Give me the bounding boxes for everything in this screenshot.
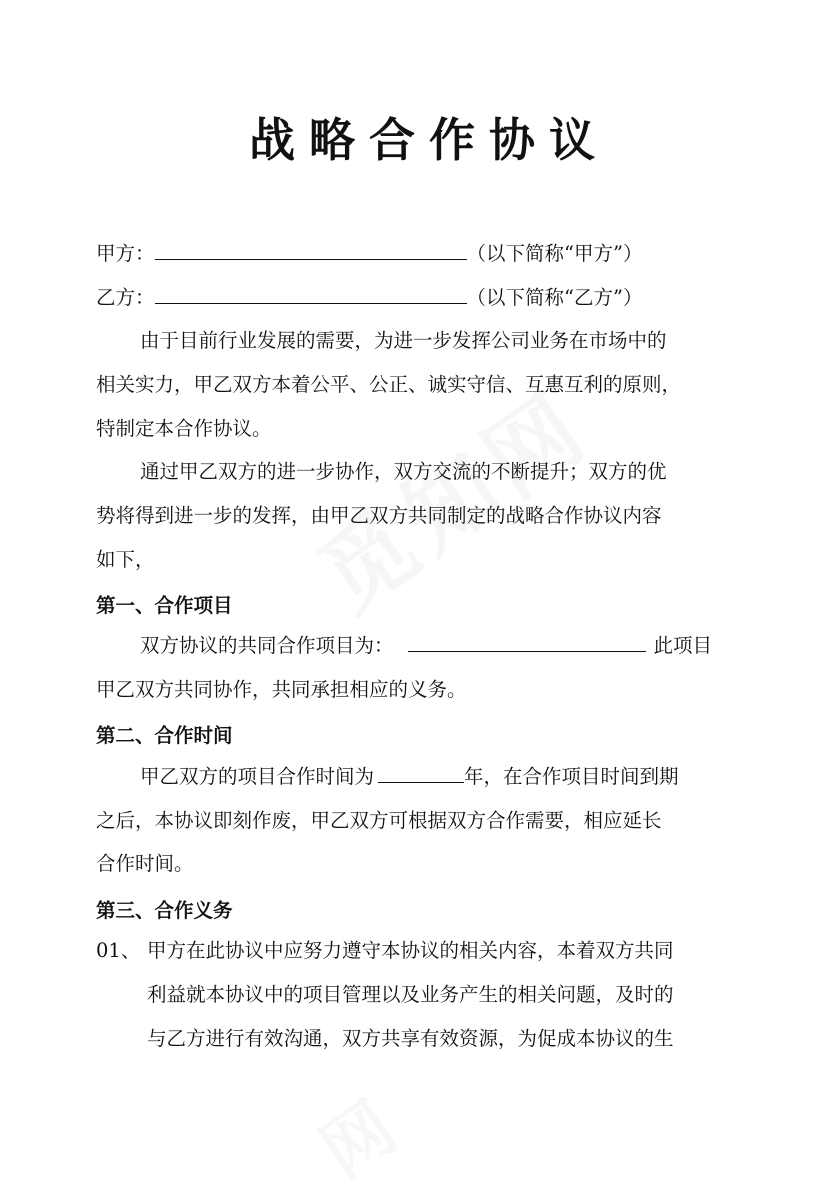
party-b-label: 乙方： — [96, 286, 155, 309]
section2-line1-prefix: 甲乙双方的项目合作时间为 — [140, 765, 375, 788]
intro-p1-line3: 特制定本合作协议。 — [96, 417, 272, 440]
section3-heading: 第三、合作义务 — [96, 899, 233, 922]
party-b-blank — [155, 285, 467, 304]
section2-line1-suffix: 年，在合作项目时间到期 — [464, 765, 679, 788]
party-a-blank — [155, 241, 467, 260]
section2-line1 — [140, 764, 800, 790]
project-blank — [408, 633, 646, 652]
section3-item1-line2: 利益就本协议中的项目管理以及业务产生的相关问题，及时的 — [147, 983, 674, 1006]
section1-line1 — [140, 633, 800, 659]
party-b-suffix: （以下简称“乙方”） — [466, 286, 643, 309]
intro-p2-line1: 通过甲乙双方的进一步协作，双方交流的不断提升；双方的优 — [140, 460, 667, 483]
party-b-line — [96, 285, 756, 311]
document-title: 战略合作协议 — [249, 113, 609, 167]
section1-line1-suffix: 此项目 — [653, 634, 713, 657]
years-blank — [378, 764, 464, 783]
section1-line1-prefix: 双方协议的共同合作项目为： — [140, 634, 394, 657]
intro-p2-line3: 如下， — [96, 548, 155, 571]
party-a-suffix: （以下简称“甲方”） — [466, 242, 643, 265]
section2-heading: 第二、合作时间 — [96, 724, 233, 747]
intro-p2-line2: 势将得到进一步的发挥，由甲乙双方共同制定的战略合作协议内容 — [96, 504, 662, 527]
intro-p1-line2: 相关实力，甲乙双方本着公平、公正、诚实守信、互惠互利的原则， — [96, 373, 682, 396]
watermark-bottom — [297, 1074, 412, 1197]
party-a-line — [96, 241, 756, 267]
section1-heading: 第一、合作项目 — [96, 594, 233, 617]
party-a-label: 甲方： — [96, 242, 155, 265]
section2-line3: 合作时间。 — [96, 852, 194, 875]
intro-p1-line1: 由于目前行业发展的需要，为进一步发挥公司业务在市场中的 — [140, 329, 667, 352]
section3-item1-number: 01、 — [96, 939, 141, 962]
section3-item1-line1: 甲方在此协议中应努力遵守本协议的相关内容，本着双方共同 — [147, 939, 674, 962]
section3-item1-line3: 与乙方进行有效沟通，双方共享有效资源，为促成本协议的生 — [147, 1027, 674, 1050]
section2-line2: 之后，本协议即刻作废，甲乙双方可根据双方合作需要，相应延长 — [96, 809, 662, 832]
section1-line2: 甲乙双方共同协作，共同承担相应的义务。 — [96, 678, 467, 701]
